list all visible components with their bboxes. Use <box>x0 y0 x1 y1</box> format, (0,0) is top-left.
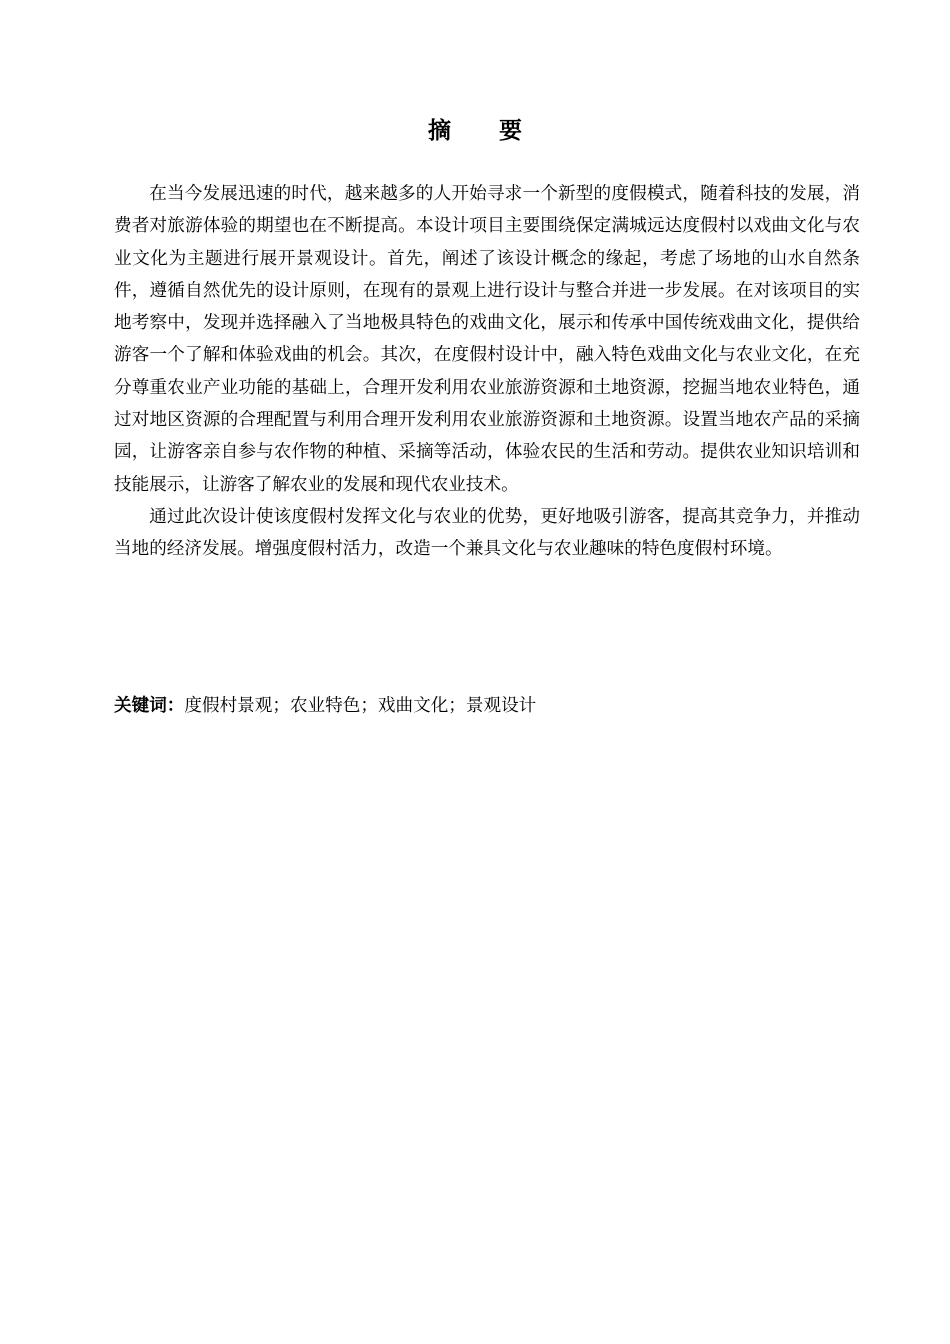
keywords-value: 度假村景观；农业特色；戏曲文化；景观设计 <box>184 696 537 716</box>
keywords-label: 关键词： <box>114 696 185 716</box>
abstract-paragraph-2: 通过此次设计使该度假村发挥文化与农业的优势，更好地吸引游客，提高其竞争力，并推动当地的经济发展。增强度假村活力，改造一个兼具文化与农业趣味的特色度假村环境。 <box>114 506 860 560</box>
keywords-line <box>114 690 860 722</box>
title-char-2: 要 <box>499 118 522 144</box>
page-title <box>0 114 950 148</box>
abstract-paragraph-1: 在当今发展迅速的时代，越来越多的人开始寻求一个新型的度假模式，随着科技的发展，消费者对旅游体验的期望也在不断提高。本设计项目主要围绕保定满城远达度假村以戏曲文化与农业文化为主题进行展开景观设计。首先，阐述了该设计概念的缘起，考虑了场地的山水自然条件，遵循自然优先的设计原则，在现有的景观上进行设计与整合并进一步发展。在对该项目的实地考察中，发现并选择融入了当地极具特色的戏曲文化，展示和传承中国传统戏曲文化，提供给游客一个了解和体验戏曲的机会。其次，在度假村设计中，融入特色戏曲文化与农业文化，在充分尊重农业产业功能的基础上，合理开发利用农业旅游资源和土地资源，挖掘当地农业特色，通过对地区资源的合理配置与利用合理开发利用农业旅游资源和土地资源。设置当地农产品的采摘园，让游客亲自参与农作物的种植、采摘等活动，体验农民的生活和劳动。提供农业知识培训和技能展示，让游客了解农业的发展和现代农业技术。 <box>114 184 860 495</box>
title-char-1: 摘 <box>428 118 451 144</box>
abstract-body <box>114 178 860 566</box>
